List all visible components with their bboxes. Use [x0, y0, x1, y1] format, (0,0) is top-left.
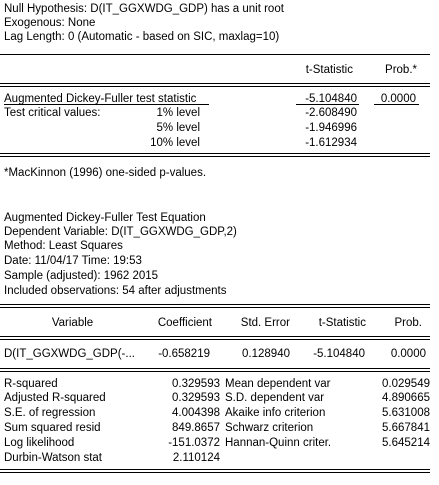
observations: Included observations: 54 after adjustments — [4, 285, 227, 297]
coef-t-statistic: -5.104840 — [313, 348, 365, 360]
stat-label: Durbin-Watson stat — [4, 452, 102, 464]
crit-value: -1.612934 — [305, 137, 357, 149]
dependent-variable: Dependent Variable: D(IT_GGXWDG_GDP,2) — [4, 226, 237, 238]
divider — [0, 339, 430, 340]
stat-value: 0.029549 — [382, 378, 430, 390]
stat-value: 4.890665 — [382, 392, 430, 404]
underline — [4, 104, 209, 105]
stat-label: Schwarz criterion — [225, 422, 314, 434]
coef-variable: D(IT_GGXWDG_GDP(-... — [4, 348, 135, 360]
lag-length: Lag Length: 0 (Automatic - based on SIC, maxlag=10) — [4, 31, 280, 43]
stat-label: S.D. dependent var — [225, 392, 325, 404]
col-t-statistic: t-Statistic — [318, 317, 366, 329]
date-time: Date: 11/04/17 Time: 19:53 — [4, 255, 142, 267]
underline — [374, 104, 419, 105]
divider — [0, 336, 430, 337]
col-t-statistic: t-Statistic — [305, 64, 353, 76]
divider — [0, 54, 430, 55]
divider — [0, 83, 430, 84]
stat-value: 5.667841 — [382, 422, 430, 434]
stat-value: 849.8657 — [172, 422, 220, 434]
col-prob: Prob.* — [385, 64, 417, 76]
stat-value: 4.004398 — [172, 407, 220, 419]
divider — [0, 368, 430, 369]
divider — [0, 469, 430, 470]
footnote: *MacKinnon (1996) one-sided p-values. — [4, 167, 207, 179]
adf-prob: 0.0000 — [380, 93, 416, 105]
divider — [0, 86, 430, 87]
stat-label: Akaike info criterion — [225, 407, 326, 419]
divider — [0, 472, 430, 473]
crit-level: 1% level — [156, 107, 200, 119]
method: Method: Least Squares — [4, 240, 123, 252]
crit-level: 5% level — [156, 122, 200, 134]
stat-label: Log likelihood — [4, 437, 75, 449]
sample: Sample (adjusted): 1962 2015 — [4, 270, 159, 282]
divider — [0, 307, 430, 308]
stat-label: S.E. of regression — [4, 407, 96, 419]
coef-coefficient: -0.658219 — [158, 348, 210, 360]
underline — [296, 104, 359, 105]
divider — [0, 156, 430, 157]
stat-label: Mean dependent var — [225, 378, 331, 390]
crit-value: -1.946996 — [305, 122, 357, 134]
stat-value: 0.329593 — [172, 392, 220, 404]
divider — [0, 371, 430, 372]
critical-label: Test critical values: — [4, 107, 101, 119]
exogenous: Exogenous: None — [4, 17, 96, 29]
stat-value: 5.631008 — [382, 407, 430, 419]
stat-value: 5.645214 — [382, 437, 430, 449]
col-variable: Variable — [51, 317, 94, 329]
col-coefficient: Coefficient — [157, 317, 212, 329]
stat-value: -151.0372 — [168, 437, 220, 449]
divider — [0, 153, 430, 154]
divider — [0, 304, 430, 305]
crit-value: -2.608490 — [305, 107, 357, 119]
stat-label: Sum squared resid — [4, 422, 101, 434]
stat-label: R-squared — [4, 378, 58, 390]
crit-level: 10% level — [150, 137, 200, 149]
stat-label: Hannan-Quinn criter. — [225, 437, 332, 449]
adf-tstat: -5.104840 — [305, 93, 357, 105]
equation-title: Augmented Dickey-Fuller Test Equation — [4, 212, 206, 224]
stat-label: Adjusted R-squared — [4, 392, 106, 404]
stat-value: 2.110124 — [172, 452, 220, 464]
adf-label: Augmented Dickey-Fuller test statistic — [4, 93, 197, 105]
null-hypothesis: Null Hypothesis: D(IT_GGXWDG_GDP) has a unit root — [4, 3, 284, 15]
stat-value: 0.329593 — [172, 378, 220, 390]
coef-prob: 0.0000 — [390, 348, 426, 360]
coef-std-error: 0.128940 — [242, 348, 290, 360]
col-prob: Prob. — [394, 317, 422, 329]
col-std-error: Std. Error — [240, 317, 290, 329]
